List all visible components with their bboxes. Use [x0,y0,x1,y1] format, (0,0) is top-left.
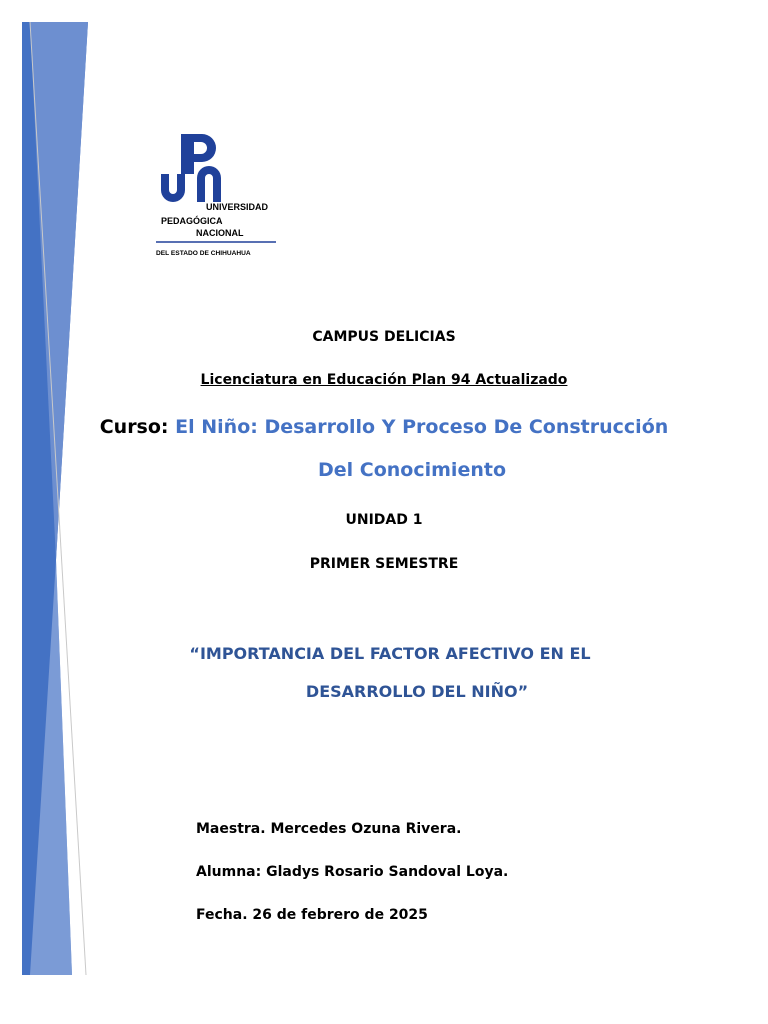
degree-program: Licenciatura en Educación Plan 94 Actualizado [200,372,568,388]
semester-label: PRIMER SEMESTRE [309,556,459,572]
svg-text:UNIVERSIDAD: UNIVERSIDAD [206,202,269,212]
campus-name: CAMPUS DELICIAS [312,329,456,345]
teacher-name: Maestra. Mercedes Ozuna Rivera. [196,821,462,837]
student-name: Alumna: Gladys Rosario Sandoval Loya. [196,864,509,880]
svg-text:DEL ESTADO DE CHIHUAHUA: DEL ESTADO DE CHIHUAHUA [156,250,251,257]
upn-logo [150,128,282,262]
submission-date: Fecha. 26 de febrero de 2025 [196,907,428,923]
unit-label: UNIDAD 1 [345,512,423,528]
svg-text:NACIONAL: NACIONAL [196,228,244,238]
work-title-line-1: “IMPORTANCIA DEL FACTOR AFECTIVO EN EL [189,644,591,663]
svg-text:PEDAGÓGICA: PEDAGÓGICA [161,216,223,226]
work-title-line-2: DESARROLLO DEL NIÑO” [305,682,529,701]
course-title-line-1 [0,416,768,438]
course-title-line-2: Del Conocimiento [318,459,506,481]
course-title: El Niño: Desarrollo Y Proceso De Construcción [175,416,669,438]
course-label: Curso: [99,416,176,438]
upn-logo-icon [150,128,282,262]
